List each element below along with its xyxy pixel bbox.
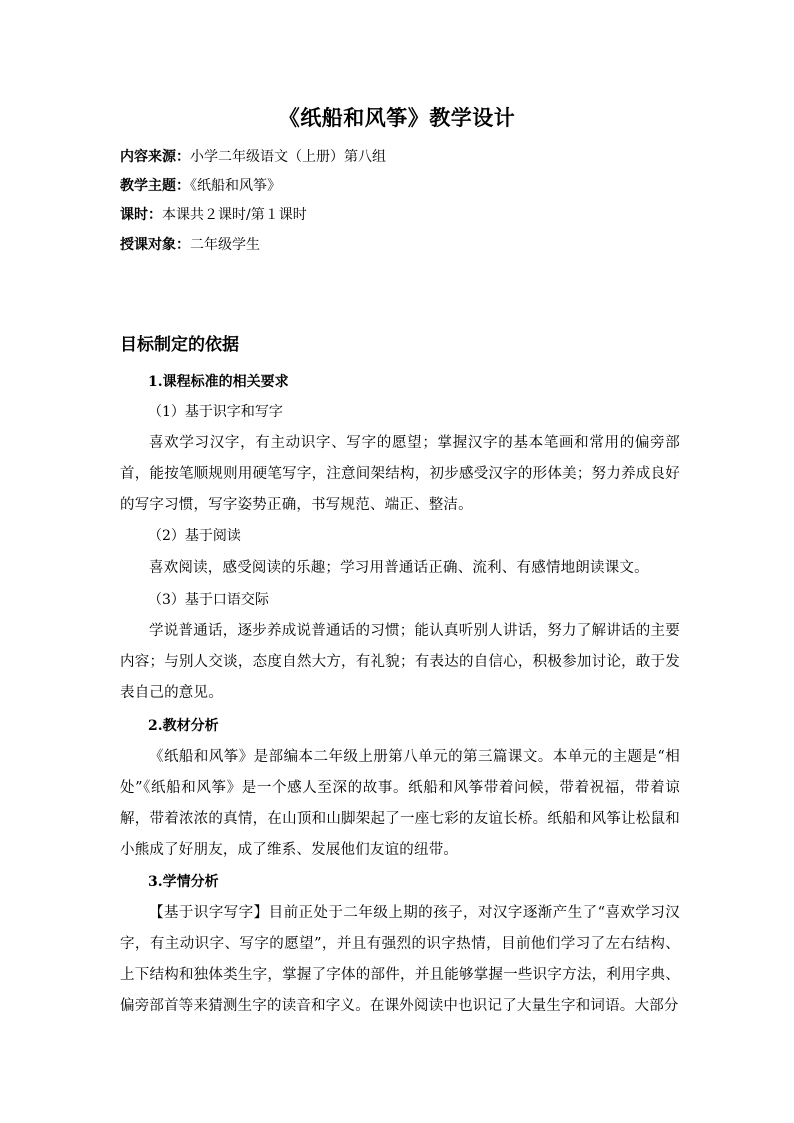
heading-textbook-analysis: 2.教材分析 xyxy=(148,718,219,734)
paragraph-oral-communication: 学说普通话，逐步养成说普通话的习惯；能认真听别人讲话，努力了解讲话的主要内容；与别人交谈，态度自然大方，有礼貌；有表达的自信心，积极参加讨论，敢于发表自己的意见。 xyxy=(120,623,680,701)
meta-topic-label: 教学主题： xyxy=(120,178,190,194)
meta-hours xyxy=(120,200,680,230)
meta-topic-value: 《纸船和风筝》 xyxy=(190,178,281,194)
meta-source-value: 小学二年级语文（上册）第八组 xyxy=(190,149,386,165)
meta-audience-label: 授课对象： xyxy=(120,237,190,253)
heading-student-analysis: 3.学情分析 xyxy=(148,874,219,890)
document-title: 《纸船和风筝》教学设计 xyxy=(278,105,516,130)
heading-oral-communication: （3）基于口语交际 xyxy=(148,592,269,608)
meta-audience-value: 二年级学生 xyxy=(190,237,260,253)
meta-audience xyxy=(120,230,680,260)
student-analysis-lead: 【基于识字写字】 xyxy=(149,905,269,921)
paragraph-student-analysis xyxy=(120,898,680,1022)
paragraph-literacy-writing: 喜欢学习汉字，有主动识字、写字的愿望；掌握汉字的基本笔画和常用的偏旁部首，能按笔顺规则用硬笔写字，注意间架结构，初步感受汉字的形体美；努力养成良好的写字习惯，写字姿势正确，书写规范、端正、整洁。 xyxy=(120,435,680,513)
student-analysis-body: 目前正处于二年级上期的孩子，对汉字逐渐产生了“喜欢学习汉字，有主动识字、写字的愿望”，并且有强烈的识字热情，目前他们学习了左右结构、上下结构和独体类生字，掌握了字体的部件，并且能够掌握一些识字方法，利用字典、偏旁部首等来猜测生字的读音和字义。在课外阅读中也识记了大量生字和词语。大部分 xyxy=(120,905,680,1014)
heading-literacy-writing: （1）基于识字和写字 xyxy=(148,404,283,420)
meta-hours-label: 课时： xyxy=(120,207,162,223)
paragraph-textbook-analysis: 《纸船和风筝》是部编本二年级上册第八单元的第三篇课文。本单元的主题是“相处”《纸船和风筝》是一个感人至深的故事。纸船和风筝带着问候，带着祝福，带着谅解，带着浓浓的真情，在山顶和山脚架起了一座七彩的友谊长桥。纸船和风筝让松鼠和小熊成了好朋友，成了维系、发展他们友谊的纽带。 xyxy=(120,749,680,858)
heading-curriculum-standards: 1.课程标准的相关要求 xyxy=(148,374,289,390)
meta-source xyxy=(120,142,680,172)
meta-hours-value: 本课共２课时/第１课时 xyxy=(162,207,307,223)
meta-topic xyxy=(120,171,680,201)
section-heading: 目标制定的依据 xyxy=(120,335,239,355)
heading-reading: （2）基于阅读 xyxy=(148,528,241,544)
meta-source-label: 内容来源： xyxy=(120,149,190,165)
paragraph-reading: 喜欢阅读，感受阅读的乐趣；学习用普通话正确、流利、有感情地朗读课文。 xyxy=(149,560,649,576)
